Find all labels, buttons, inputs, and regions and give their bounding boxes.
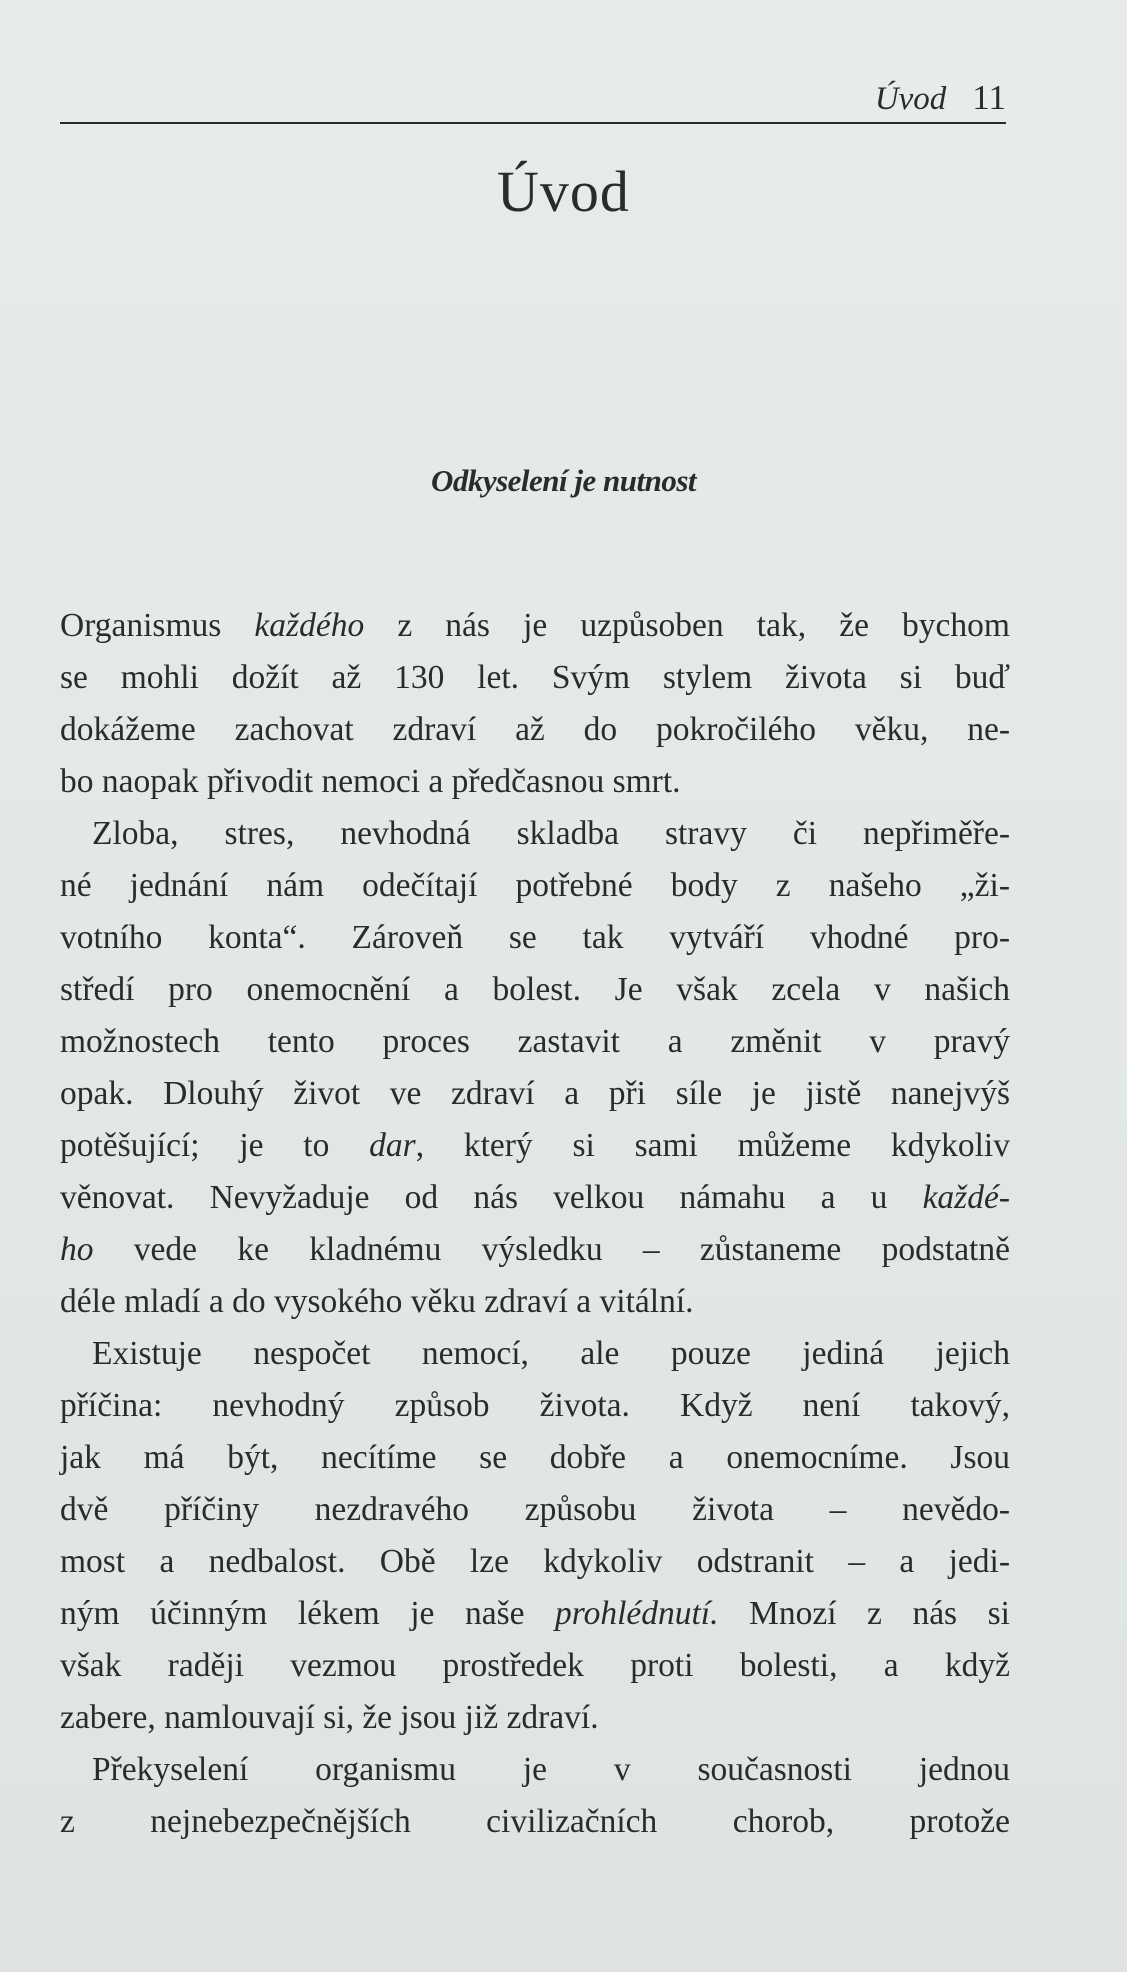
text-segment: středí pro onemocnění a bolest. Je však zcela v našich — [60, 971, 1010, 1008]
page-number: 11 — [972, 78, 1006, 117]
text-segment: vede ke kladnému výsledku – zůstaneme podstatně — [93, 1231, 1010, 1268]
text-line — [60, 808, 1010, 860]
italic-text: prohlédnutí. — [555, 1595, 719, 1632]
text-line — [60, 1120, 1010, 1172]
text-line — [60, 860, 1010, 912]
text-line — [60, 1380, 1010, 1432]
text-segment: se mohli dožít až 130 let. Svým stylem života si buď — [60, 659, 1010, 696]
body-text — [60, 600, 1010, 1848]
text-line — [60, 1640, 1010, 1692]
text-segment: , který si sami můžeme kdykoliv — [415, 1127, 1010, 1164]
text-segment: dokážeme zachovat zdraví až do pokročilého věku, ne- — [60, 711, 1010, 748]
text-segment: z nejnebezpečnějších civilizačních chorob, protože — [60, 1803, 1010, 1840]
italic-text: každého — [254, 607, 365, 644]
text-line — [60, 756, 1010, 808]
text-line — [60, 1432, 1010, 1484]
text-line — [60, 1588, 1010, 1640]
text-line — [60, 1484, 1010, 1536]
chapter-title: Úvod — [497, 159, 630, 224]
running-head-section: Úvod — [874, 81, 947, 117]
text-segment: potěšující; je to — [60, 1127, 370, 1164]
text-line — [60, 1068, 1010, 1120]
text-line — [60, 1744, 1010, 1796]
section-title: Odkyselení je nutnost — [430, 463, 697, 498]
text-line — [60, 912, 1010, 964]
text-segment: Zloba, stres, nevhodná skladba stravy či nepřiměře- — [92, 815, 1010, 852]
italic-text: dar — [369, 1127, 416, 1164]
text-segment: Existuje nespočet nemocí, ale pouze jediná jejich — [92, 1335, 1010, 1372]
text-segment: bo naopak přivodit nemoci a předčasnou smrt. — [60, 763, 681, 800]
text-segment: déle mladí a do vysokého věku zdraví a vitální. — [60, 1283, 694, 1320]
text-line — [60, 1016, 1010, 1068]
text-segment: né jednání nám odečítají potřebné body z našeho „ži- — [60, 867, 1010, 904]
text-segment: ným účinným lékem je naše — [60, 1595, 556, 1632]
text-segment: jak má být, necítíme se dobře a onemocníme. Jsou — [60, 1439, 1010, 1476]
text-line — [60, 1172, 1010, 1224]
text-segment: z nás je uzpůsoben tak, že bychom — [364, 607, 1010, 644]
text-segment: příčina: nevhodný způsob života. Když není takový, — [60, 1387, 1010, 1424]
italic-text: ho — [60, 1231, 94, 1268]
text-line — [60, 600, 1010, 652]
text-line — [60, 1224, 1010, 1276]
text-line — [60, 704, 1010, 756]
text-segment: Mnozí z nás si — [718, 1595, 1010, 1632]
text-segment: Překyselení organismu je v současnosti jednou — [92, 1751, 1010, 1788]
running-head — [60, 70, 1006, 124]
italic-text: každé- — [922, 1179, 1010, 1216]
text-line — [60, 652, 1010, 704]
text-segment: most a nedbalost. Obě lze kdykoliv odstranit – a jedi- — [60, 1543, 1010, 1580]
text-segment: Organismus — [60, 607, 255, 644]
text-line — [60, 1536, 1010, 1588]
text-segment: však raději vezmou prostředek proti bolesti, a když — [60, 1647, 1010, 1684]
text-segment: votního konta“. Zároveň se tak vytváří vhodné pro- — [60, 919, 1010, 956]
text-line — [60, 1276, 1010, 1328]
text-segment: dvě příčiny nezdravého způsobu života – nevědo- — [60, 1491, 1010, 1528]
text-line — [60, 1796, 1010, 1848]
text-line — [60, 1328, 1010, 1380]
text-segment: věnovat. Nevyžaduje od nás velkou námahu a u — [60, 1179, 923, 1216]
text-line — [60, 964, 1010, 1016]
text-segment: opak. Dlouhý život ve zdraví a při síle je jistě nanejvýš — [60, 1075, 1010, 1112]
text-segment: možnostech tento proces zastavit a změnit v pravý — [60, 1023, 1010, 1060]
text-line — [60, 1692, 1010, 1744]
text-segment: zabere, namlouvají si, že jsou již zdraví. — [60, 1699, 599, 1736]
